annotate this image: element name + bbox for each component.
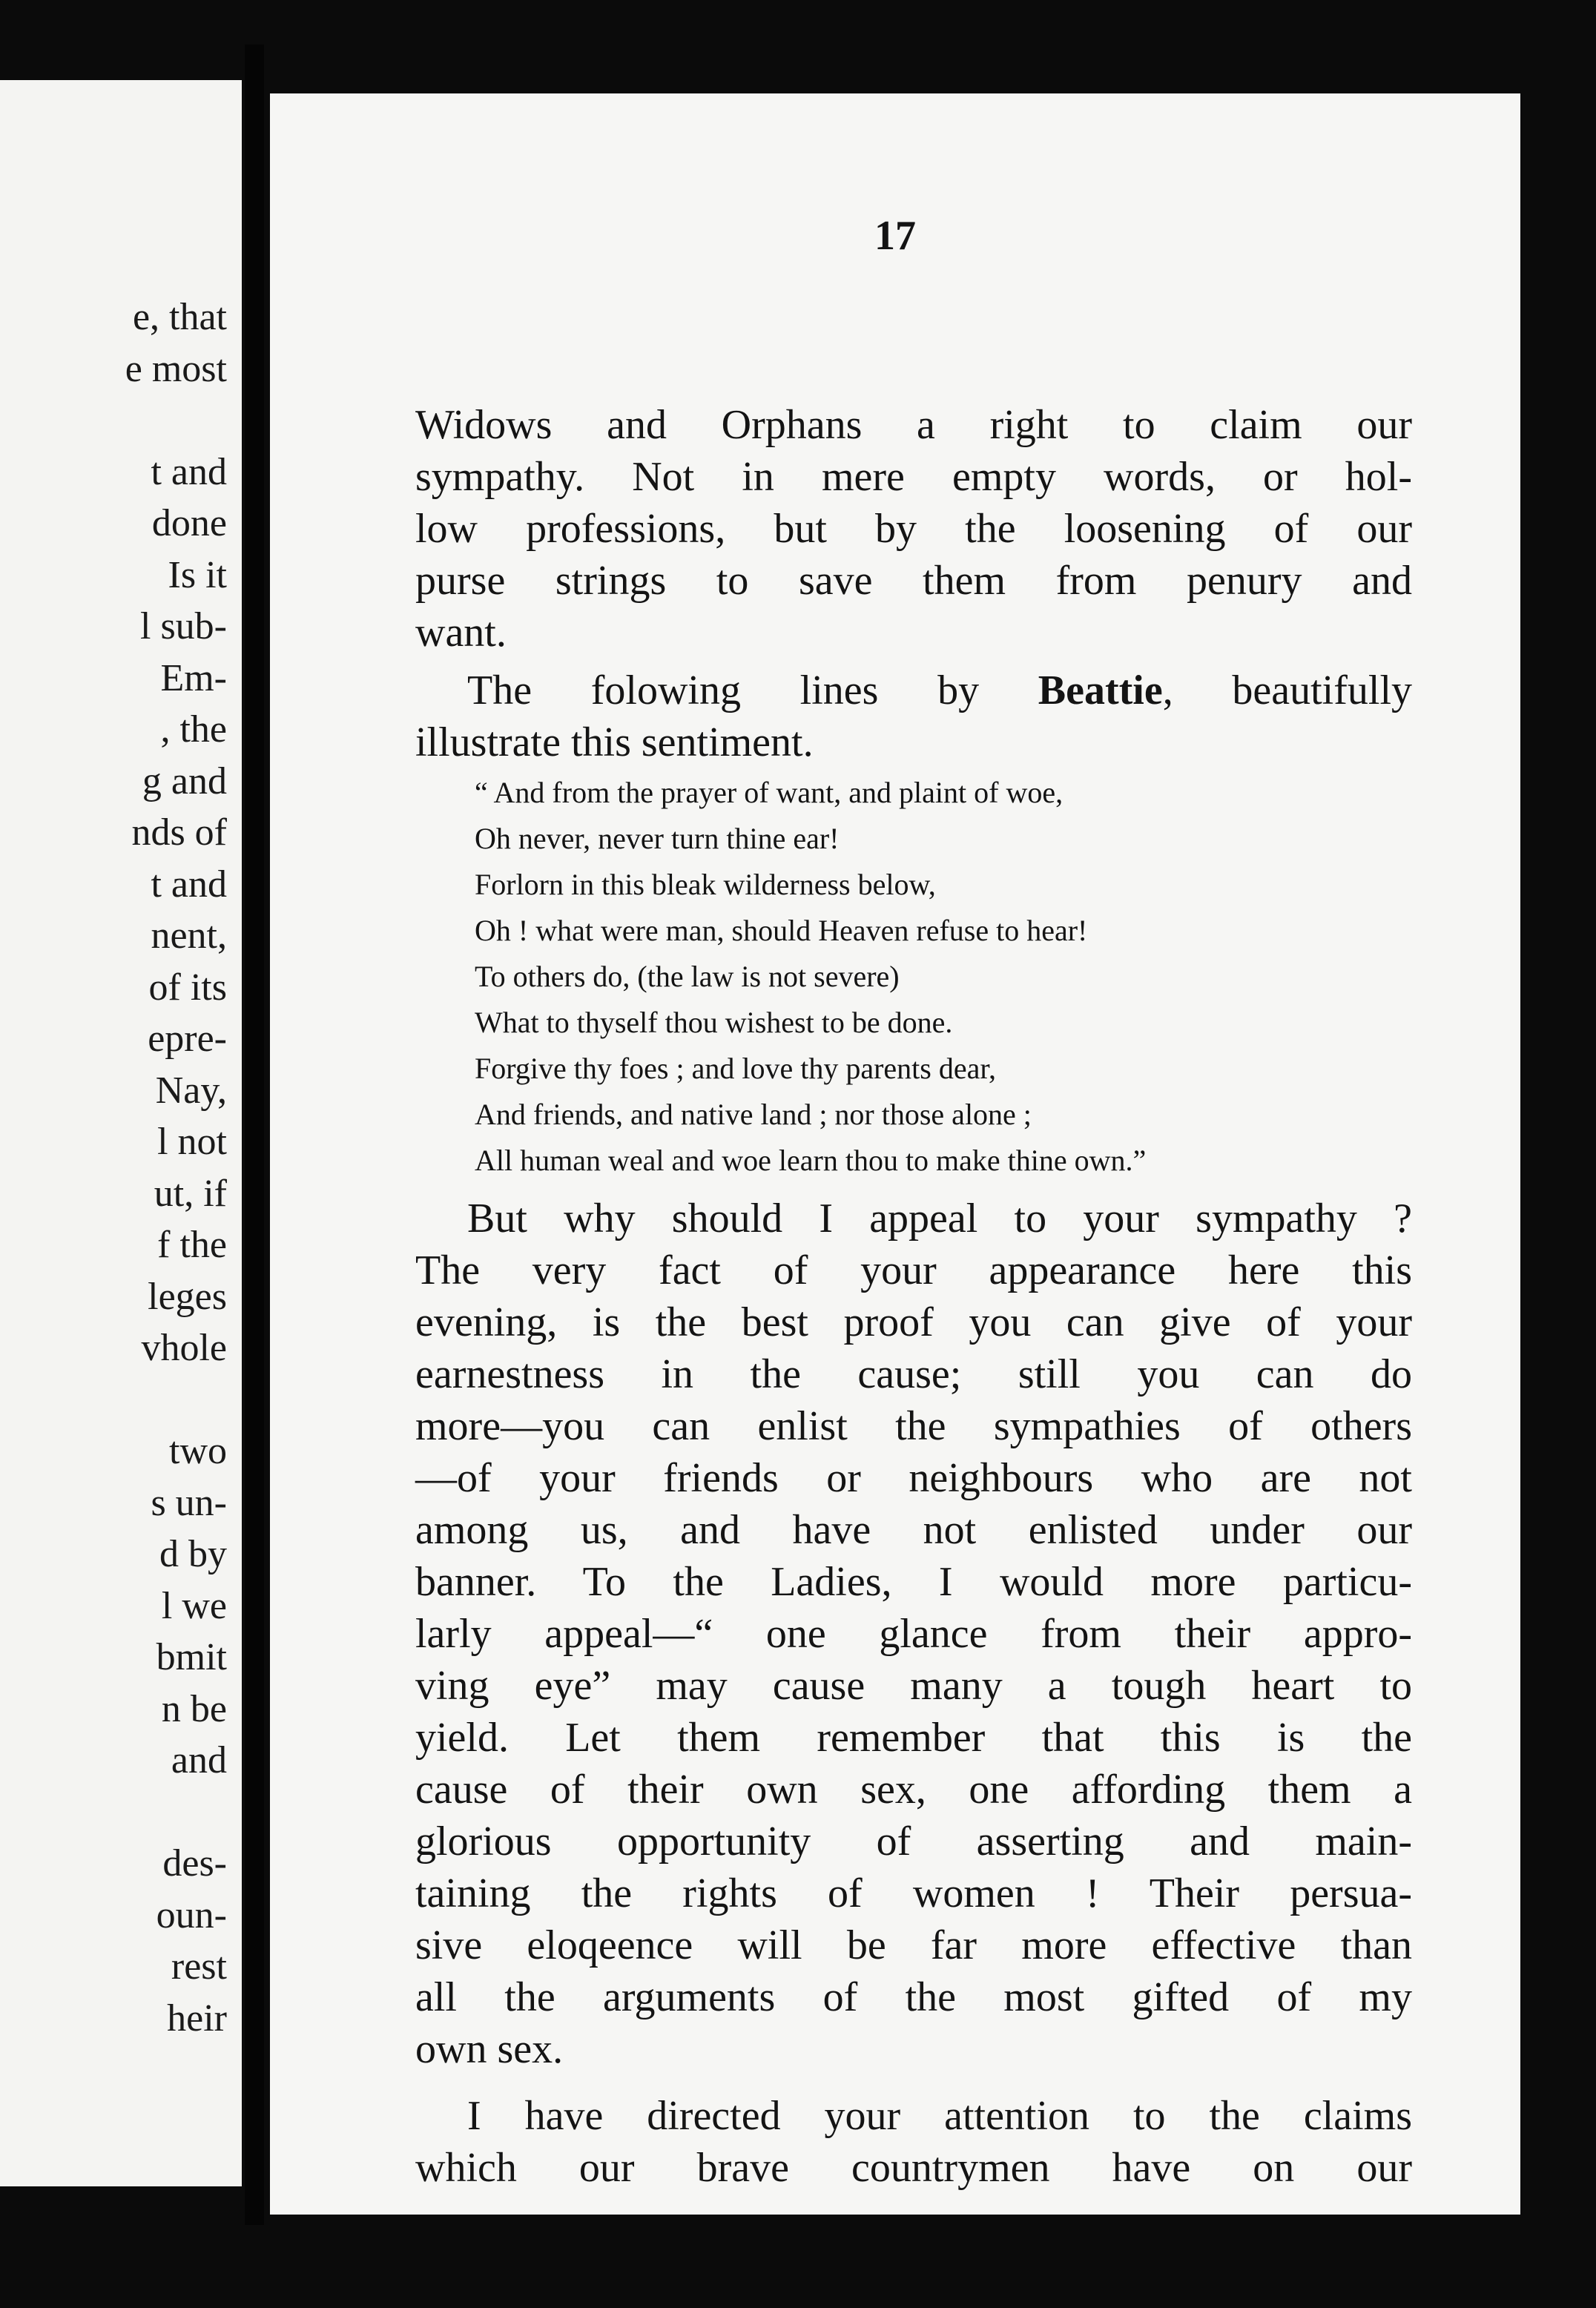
left-page-line: done: [151, 502, 227, 544]
left-page-line: l not: [157, 1121, 227, 1163]
p3-line: among us, and have not enlisted under our: [415, 1507, 1412, 1553]
left-page-line: e most: [125, 347, 227, 390]
left-page-line: bmit: [156, 1636, 227, 1678]
left-page-line: nds of: [131, 811, 227, 854]
p3-line: ving eye” may cause many a tough heart to: [415, 1663, 1412, 1709]
p3-line: —of your friends or neighbours who are not: [415, 1455, 1412, 1501]
poem-line: Oh ! what were man, should Heaven refuse to hear!: [475, 914, 1088, 947]
left-page-line: l we: [161, 1584, 227, 1627]
p3-line: earnestness in the cause; still you can do: [415, 1351, 1412, 1397]
p4-line: which our brave countrymen have on our: [415, 2145, 1412, 2191]
left-page-line: des-: [162, 1842, 227, 1885]
poem-line: All human weal and woe learn thou to make thine own.”: [475, 1144, 1147, 1177]
author-name: Beattie: [1038, 667, 1163, 713]
paragraph-2: [415, 665, 1412, 768]
p1-line: low professions, but by the loosening of our: [415, 506, 1412, 552]
paragraph-2-line-1: The folowing lines by Beattie, beautifully: [467, 667, 1412, 713]
p3-line: evening, is the best proof you can give of your: [415, 1299, 1412, 1345]
left-page-line: Nay,: [155, 1069, 227, 1112]
poem-line: And friends, and native land ; nor those alone ;: [475, 1098, 1032, 1131]
p3-line: sive eloqeence will be far more effective than: [415, 1922, 1412, 1968]
page-number: 17: [874, 213, 916, 259]
left-page-line: and: [171, 1739, 227, 1781]
p3-line: more—you can enlist the sympathies of others: [415, 1403, 1412, 1449]
p4-line: I have directed your attention to the claims: [467, 2093, 1412, 2139]
left-page-line: rest: [171, 1945, 227, 1988]
p1-line: purse strings to save them from penury and: [415, 558, 1412, 604]
p3-line: cause of their own sex, one affording them a: [415, 1767, 1412, 1813]
book-gutter: [245, 44, 264, 2225]
left-page-line: s un-: [151, 1481, 227, 1524]
p1-line: want.: [415, 610, 507, 656]
paragraph-2-line-2: illustrate this sentiment.: [415, 719, 814, 765]
left-page-line: heir: [167, 1997, 227, 2040]
left-page-line: leges: [148, 1275, 227, 1318]
left-page-line: f the: [157, 1224, 227, 1266]
poem-line: What to thyself thou wishest to be done.: [475, 1006, 953, 1039]
left-page-line: d by: [159, 1533, 227, 1575]
p3-line: But why should I appeal to your sympathy ?: [467, 1196, 1412, 1242]
p1-line: sympathy. Not in mere empty words, or hol-: [415, 454, 1412, 500]
poem-line: To others do, (the law is not severe): [475, 960, 900, 993]
p3-line: taining the rights of women ! Their persua-: [415, 1870, 1412, 1916]
poem-line: “ And from the prayer of want, and plaint of woe,: [475, 776, 1064, 809]
left-page-line: e, that: [132, 296, 227, 338]
left-page-line: g and: [142, 759, 227, 802]
p3-line: all the arguments of the most gifted of my: [415, 1974, 1412, 2020]
left-page-line: Em-: [160, 656, 227, 699]
left-page-line: l sub-: [140, 605, 227, 647]
paragraph-4: [415, 2090, 1412, 2194]
p1-line: Widows and Orphans a right to claim our: [415, 402, 1412, 448]
left-page-line: , the: [160, 708, 227, 751]
left-page-line: Is it: [168, 553, 227, 596]
left-page-line: t and: [151, 863, 227, 906]
left-page-line: vhole: [141, 1327, 227, 1369]
p3-line: banner. To the Ladies, I would more particu-: [415, 1559, 1412, 1605]
left-page-line: two: [169, 1430, 227, 1472]
paragraph-1: [415, 399, 1412, 659]
left-page-fragment: [0, 80, 242, 2186]
poem-line: Oh never, never turn thine ear!: [475, 822, 840, 855]
left-page-line: epre-: [148, 1018, 227, 1060]
left-page-line: of its: [148, 966, 227, 1009]
p3-line: own sex.: [415, 2026, 564, 2072]
p3-line: yield. Let them remember that this is the: [415, 1715, 1412, 1761]
left-page-line: nent,: [151, 914, 227, 957]
poem-line: Forlorn in this bleak wilderness below,: [475, 868, 936, 901]
right-page: [270, 93, 1520, 2215]
left-page-line: n be: [161, 1687, 227, 1730]
p3-line: glorious opportunity of asserting and main-: [415, 1819, 1412, 1864]
poem-line: Forgive thy foes ; and love thy parents dear,: [475, 1052, 997, 1085]
left-page-line: ut, if: [154, 1172, 227, 1215]
left-page-line: t and: [151, 450, 227, 493]
p3-line: larly appeal—“ one glance from their appro-: [415, 1611, 1412, 1657]
poem-quotation: [475, 770, 1409, 1184]
p3-line: The very fact of your appearance here this: [415, 1247, 1412, 1293]
paragraph-3: [415, 1193, 1412, 2075]
left-page-line: oun-: [156, 1893, 227, 1936]
